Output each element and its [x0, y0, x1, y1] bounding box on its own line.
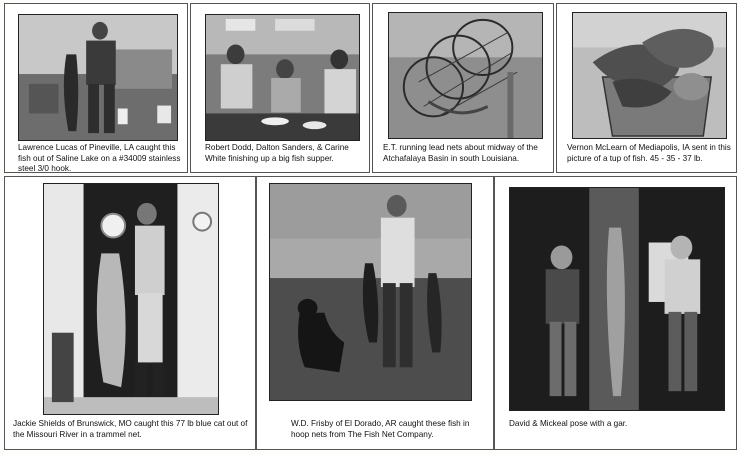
photo-caption: David & Mickeal pose with a gar.	[509, 419, 628, 428]
photo-card-supper	[190, 3, 370, 173]
photo-caption: Lawrence Lucas of Pineville, LA caught this fish out of Saline Lake on a #34009 stainless steel 3/0 hook.	[18, 143, 181, 173]
man-dog-fish-photo	[269, 183, 472, 401]
photo-caption: Robert Dodd, Dalton Sanders, & Carine White finishing up a big fish supper.	[205, 143, 349, 163]
photo-card-nets	[372, 3, 554, 173]
photo-card-shields	[4, 176, 256, 450]
photo-card-tub	[556, 3, 737, 173]
hoop-nets-photo	[388, 12, 543, 139]
blue-cat-scale-photo	[43, 183, 219, 415]
tub-of-fish-photo	[572, 12, 727, 139]
photo-card-gar	[494, 176, 737, 450]
photo-caption: E.T. running lead nets about midway of the Atchafalaya Basin in south Louisiana.	[383, 143, 538, 163]
photo-card-lucas	[4, 3, 188, 173]
boys-with-gar-photo	[509, 187, 725, 411]
fish-supper-photo	[205, 14, 360, 141]
photo-card-frisby	[256, 176, 494, 450]
man-with-fish-photo	[18, 14, 178, 141]
photo-caption: Vernon McLearn of Mediapolis, IA sent in this picture of a tup of fish. 45 - 35 - 37 lb.	[567, 143, 731, 163]
photo-caption: W.D. Frisby of El Dorado, AR caught these fish in hoop nets from The Fish Net Company.	[291, 419, 470, 439]
photo-caption: Jackie Shields of Brunswick, MO caught this 77 lb blue cat out of the Missouri River in a trammel net.	[13, 419, 248, 439]
